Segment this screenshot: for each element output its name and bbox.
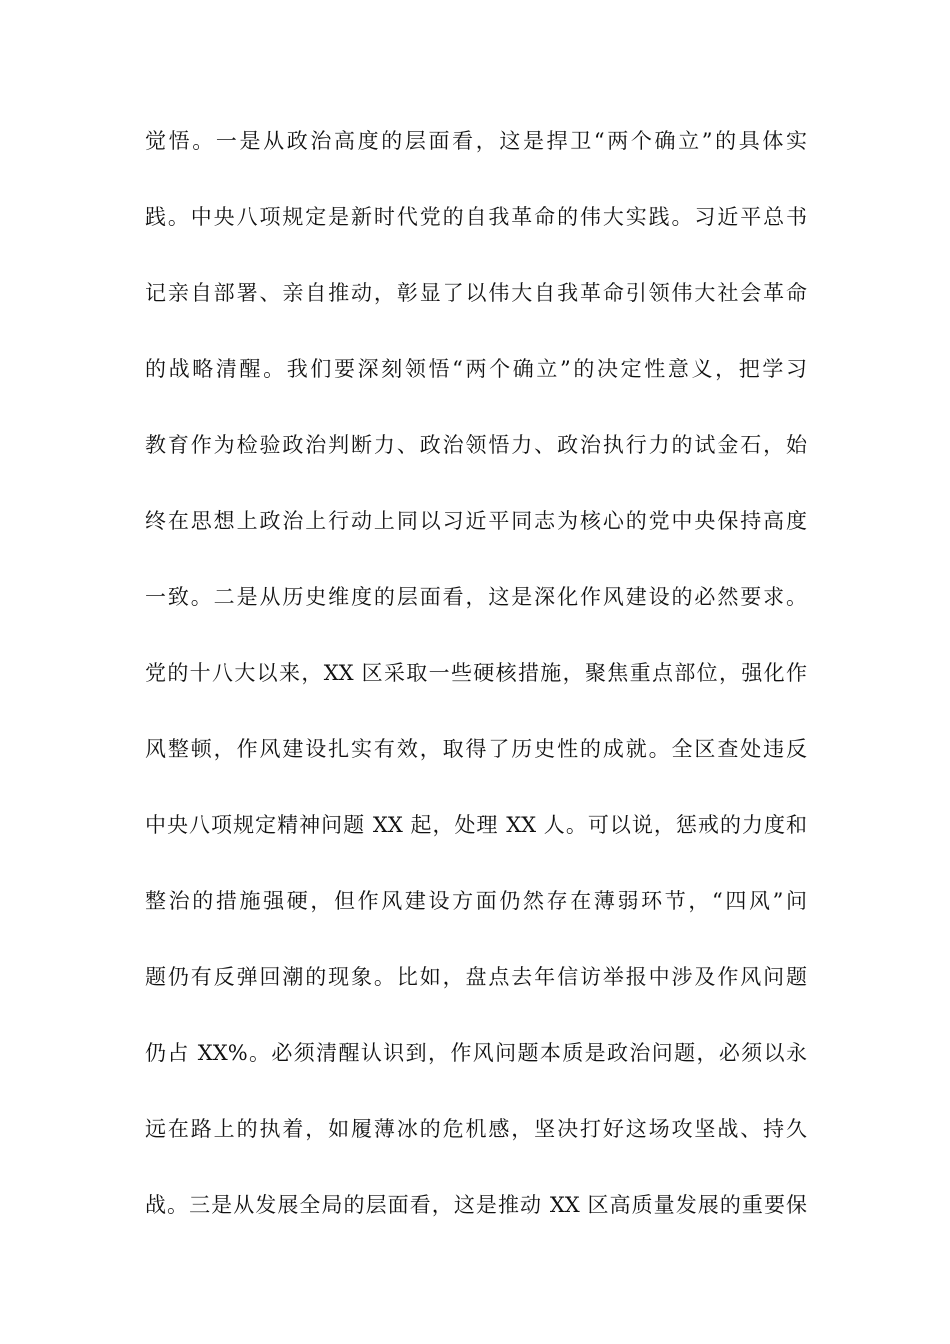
text-line: 的战略清醒。我们要深刻领悟“两个确立”的决定性意义，把学习 [145,357,807,381]
text-line: 觉悟。一是从政治高度的层面看，这是捍卫“两个确立”的具体实 [145,129,807,153]
text-line: 题仍有反弹回潮的现象。比如，盘点去年信访举报中涉及作风问题 [145,965,807,989]
text-line: 仍占 XX%。必须清醒认识到，作风问题本质是政治问题，必须以永 [145,1041,807,1065]
body-paragraph [145,118,807,1258]
text-line: 整治的措施强硬，但作风建设方面仍然存在薄弱环节，“四风”问 [145,889,807,913]
text-line: 远在路上的执着，如履薄冰的危机感，坚决打好这场攻坚战、持久 [145,1117,807,1141]
text-line: 党的十八大以来，XX 区采取一些硬核措施，聚焦重点部位，强化作 [145,661,807,685]
text-line: 一致。二是从历史维度的层面看，这是深化作风建设的必然要求。 [145,585,807,609]
text-line: 践。中央八项规定是新时代党的自我革命的伟大实践。习近平总书 [145,205,807,229]
text-line: 终在思想上政治上行动上同以习近平同志为核心的党中央保持高度 [145,509,807,533]
text-line: 教育作为检验政治判断力、政治领悟力、政治执行力的试金石，始 [145,433,807,457]
text-line: 中央八项规定精神问题 XX 起，处理 XX 人。可以说，惩戒的力度和 [145,813,807,837]
text-line: 战。三是从发展全局的层面看，这是推动 XX 区高质量发展的重要保 [145,1193,807,1217]
text-line: 风整顿，作风建设扎实有效，取得了历史性的成就。全区查处违反 [145,737,807,761]
text-line: 记亲自部署、亲自推动，彰显了以伟大自我革命引领伟大社会革命 [145,281,807,305]
